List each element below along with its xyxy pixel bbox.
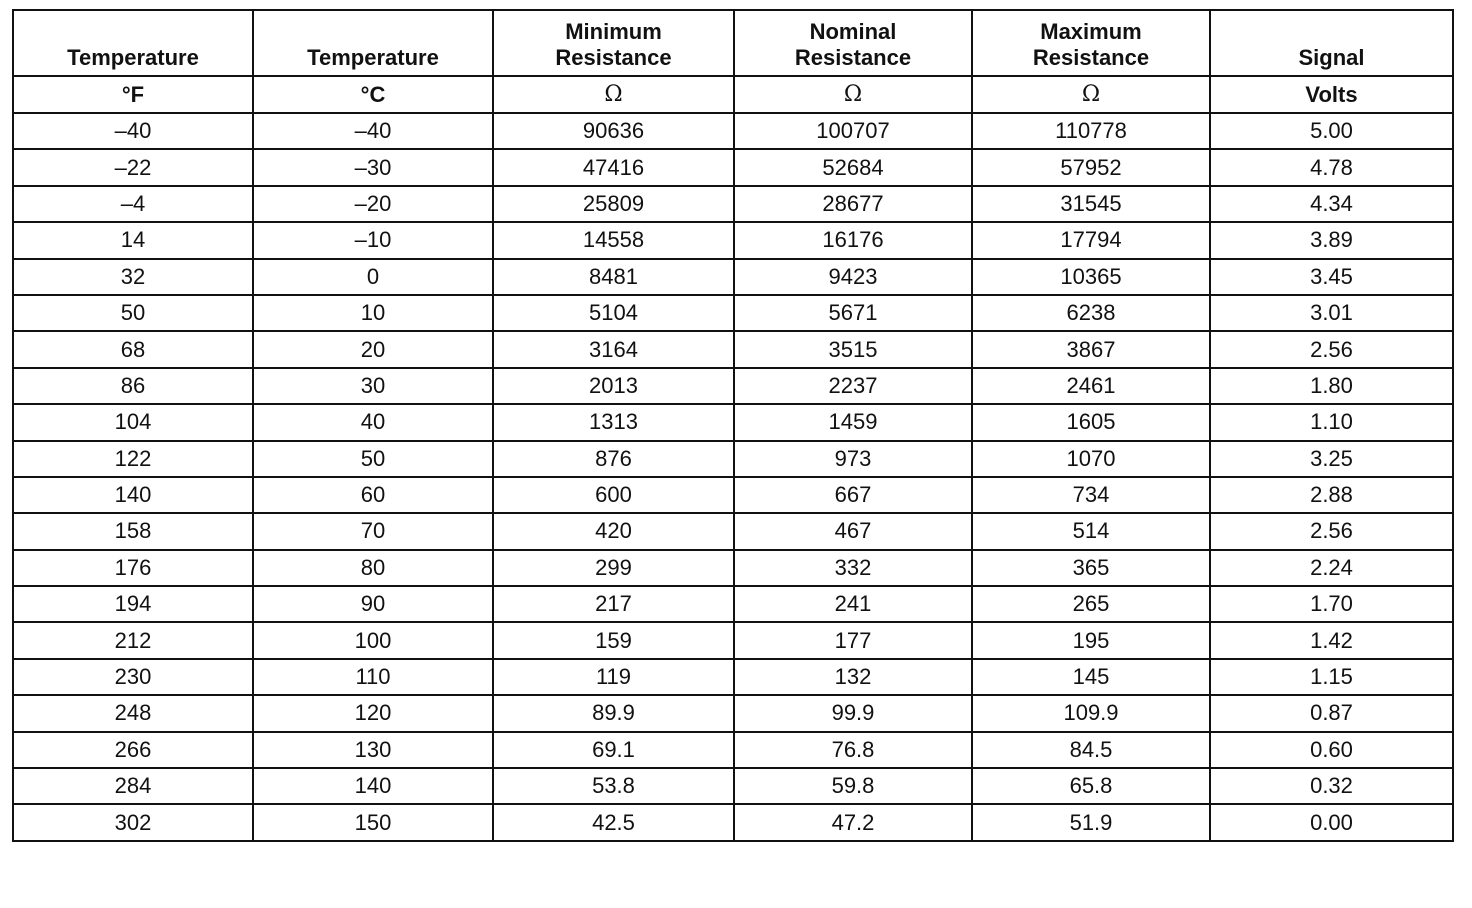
cell-temp-c: 40 bbox=[253, 404, 493, 440]
cell-temp-f: 104 bbox=[13, 404, 253, 440]
cell-temp-f: 266 bbox=[13, 732, 253, 768]
cell-temp-c: 60 bbox=[253, 477, 493, 513]
cell-max-resistance: 3867 bbox=[972, 331, 1210, 367]
table-row bbox=[13, 186, 1453, 222]
cell-nominal-resistance: 2237 bbox=[734, 368, 972, 404]
cell-temp-f: 68 bbox=[13, 331, 253, 367]
cell-max-resistance: 145 bbox=[972, 659, 1210, 695]
cell-temp-c: 90 bbox=[253, 586, 493, 622]
cell-temp-c: 100 bbox=[253, 622, 493, 658]
cell-nominal-resistance: 5671 bbox=[734, 295, 972, 331]
cell-min-resistance: 299 bbox=[493, 550, 734, 586]
table-row bbox=[13, 695, 1453, 731]
cell-temp-c: 110 bbox=[253, 659, 493, 695]
table-row bbox=[13, 113, 1453, 149]
header-line1: Nominal bbox=[809, 19, 897, 44]
cell-nominal-resistance: 241 bbox=[734, 586, 972, 622]
cell-temp-c: 0 bbox=[253, 259, 493, 295]
cell-temp-c: –10 bbox=[253, 222, 493, 258]
cell-min-resistance: 159 bbox=[493, 622, 734, 658]
unit-ohm-min: Ω bbox=[493, 76, 734, 113]
cell-nominal-resistance: 59.8 bbox=[734, 768, 972, 804]
table-row bbox=[13, 331, 1453, 367]
table-body bbox=[13, 113, 1453, 841]
table-row bbox=[13, 622, 1453, 658]
cell-min-resistance: 89.9 bbox=[493, 695, 734, 731]
cell-temp-c: 140 bbox=[253, 768, 493, 804]
cell-min-resistance: 876 bbox=[493, 441, 734, 477]
cell-max-resistance: 57952 bbox=[972, 149, 1210, 185]
cell-signal-volts: 1.42 bbox=[1210, 622, 1453, 658]
cell-temp-c: 120 bbox=[253, 695, 493, 731]
table-row bbox=[13, 222, 1453, 258]
cell-min-resistance: 2013 bbox=[493, 368, 734, 404]
cell-min-resistance: 420 bbox=[493, 513, 734, 549]
cell-temp-f: 194 bbox=[13, 586, 253, 622]
cell-max-resistance: 65.8 bbox=[972, 768, 1210, 804]
cell-nominal-resistance: 16176 bbox=[734, 222, 972, 258]
cell-min-resistance: 25809 bbox=[493, 186, 734, 222]
cell-nominal-resistance: 76.8 bbox=[734, 732, 972, 768]
cell-signal-volts: 2.24 bbox=[1210, 550, 1453, 586]
cell-temp-f: 284 bbox=[13, 768, 253, 804]
header-line2: Temperature bbox=[67, 45, 199, 70]
cell-temp-c: 150 bbox=[253, 804, 493, 840]
cell-temp-c: –20 bbox=[253, 186, 493, 222]
cell-nominal-resistance: 99.9 bbox=[734, 695, 972, 731]
cell-temp-f: 32 bbox=[13, 259, 253, 295]
resistance-table bbox=[12, 9, 1454, 842]
cell-signal-volts: 1.70 bbox=[1210, 586, 1453, 622]
cell-temp-c: –40 bbox=[253, 113, 493, 149]
cell-nominal-resistance: 132 bbox=[734, 659, 972, 695]
cell-signal-volts: 2.56 bbox=[1210, 331, 1453, 367]
cell-max-resistance: 1070 bbox=[972, 441, 1210, 477]
cell-temp-c: 20 bbox=[253, 331, 493, 367]
cell-signal-volts: 3.45 bbox=[1210, 259, 1453, 295]
cell-max-resistance: 1605 bbox=[972, 404, 1210, 440]
cell-temp-f: 230 bbox=[13, 659, 253, 695]
cell-temp-c: 130 bbox=[253, 732, 493, 768]
cell-min-resistance: 69.1 bbox=[493, 732, 734, 768]
cell-min-resistance: 5104 bbox=[493, 295, 734, 331]
cell-signal-volts: 1.10 bbox=[1210, 404, 1453, 440]
cell-signal-volts: 2.88 bbox=[1210, 477, 1453, 513]
cell-temp-f: 212 bbox=[13, 622, 253, 658]
cell-signal-volts: 3.01 bbox=[1210, 295, 1453, 331]
cell-signal-volts: 0.00 bbox=[1210, 804, 1453, 840]
cell-min-resistance: 217 bbox=[493, 586, 734, 622]
table-row bbox=[13, 768, 1453, 804]
header-minimum-resistance bbox=[493, 10, 734, 76]
cell-nominal-resistance: 1459 bbox=[734, 404, 972, 440]
header-line2: Temperature bbox=[307, 45, 439, 70]
cell-min-resistance: 14558 bbox=[493, 222, 734, 258]
cell-max-resistance: 365 bbox=[972, 550, 1210, 586]
header-maximum-resistance bbox=[972, 10, 1210, 76]
cell-max-resistance: 31545 bbox=[972, 186, 1210, 222]
cell-nominal-resistance: 973 bbox=[734, 441, 972, 477]
cell-temp-f: 86 bbox=[13, 368, 253, 404]
cell-signal-volts: 0.60 bbox=[1210, 732, 1453, 768]
cell-min-resistance: 47416 bbox=[493, 149, 734, 185]
table-row bbox=[13, 513, 1453, 549]
cell-max-resistance: 734 bbox=[972, 477, 1210, 513]
cell-nominal-resistance: 3515 bbox=[734, 331, 972, 367]
cell-temp-c: 30 bbox=[253, 368, 493, 404]
cell-temp-c: 80 bbox=[253, 550, 493, 586]
cell-signal-volts: 1.80 bbox=[1210, 368, 1453, 404]
table-row bbox=[13, 586, 1453, 622]
cell-temp-f: 14 bbox=[13, 222, 253, 258]
cell-nominal-resistance: 47.2 bbox=[734, 804, 972, 840]
cell-temp-f: –22 bbox=[13, 149, 253, 185]
unit-ohm-max: Ω bbox=[972, 76, 1210, 113]
cell-signal-volts: 4.78 bbox=[1210, 149, 1453, 185]
cell-temp-f: 158 bbox=[13, 513, 253, 549]
cell-min-resistance: 600 bbox=[493, 477, 734, 513]
unit-row bbox=[13, 76, 1453, 113]
cell-nominal-resistance: 9423 bbox=[734, 259, 972, 295]
table-row bbox=[13, 804, 1453, 840]
cell-signal-volts: 1.15 bbox=[1210, 659, 1453, 695]
cell-signal-volts: 3.25 bbox=[1210, 441, 1453, 477]
cell-temp-f: 140 bbox=[13, 477, 253, 513]
cell-max-resistance: 6238 bbox=[972, 295, 1210, 331]
cell-signal-volts: 4.34 bbox=[1210, 186, 1453, 222]
cell-temp-c: 10 bbox=[253, 295, 493, 331]
header-nominal-resistance bbox=[734, 10, 972, 76]
header-line2: Signal bbox=[1298, 45, 1365, 70]
cell-signal-volts: 0.87 bbox=[1210, 695, 1453, 731]
cell-temp-f: 302 bbox=[13, 804, 253, 840]
cell-max-resistance: 17794 bbox=[972, 222, 1210, 258]
table-row bbox=[13, 477, 1453, 513]
cell-temp-f: –4 bbox=[13, 186, 253, 222]
unit-fahrenheit: °F bbox=[13, 76, 253, 113]
cell-min-resistance: 90636 bbox=[493, 113, 734, 149]
cell-temp-f: –40 bbox=[13, 113, 253, 149]
table-row bbox=[13, 404, 1453, 440]
cell-max-resistance: 109.9 bbox=[972, 695, 1210, 731]
cell-temp-f: 248 bbox=[13, 695, 253, 731]
cell-temp-c: –30 bbox=[253, 149, 493, 185]
cell-signal-volts: 3.89 bbox=[1210, 222, 1453, 258]
cell-max-resistance: 51.9 bbox=[972, 804, 1210, 840]
table-row bbox=[13, 550, 1453, 586]
cell-min-resistance: 119 bbox=[493, 659, 734, 695]
cell-min-resistance: 8481 bbox=[493, 259, 734, 295]
cell-temp-f: 176 bbox=[13, 550, 253, 586]
header-line2: Resistance bbox=[794, 45, 912, 70]
header-line1: Maximum bbox=[1040, 19, 1142, 44]
table-row bbox=[13, 368, 1453, 404]
header-temperature-c bbox=[253, 10, 493, 76]
cell-signal-volts: 0.32 bbox=[1210, 768, 1453, 804]
cell-temp-c: 70 bbox=[253, 513, 493, 549]
cell-max-resistance: 2461 bbox=[972, 368, 1210, 404]
table-row bbox=[13, 441, 1453, 477]
table-row bbox=[13, 149, 1453, 185]
cell-temp-f: 122 bbox=[13, 441, 253, 477]
cell-nominal-resistance: 667 bbox=[734, 477, 972, 513]
cell-max-resistance: 265 bbox=[972, 586, 1210, 622]
cell-max-resistance: 514 bbox=[972, 513, 1210, 549]
cell-max-resistance: 10365 bbox=[972, 259, 1210, 295]
header-line1: Minimum bbox=[565, 19, 662, 44]
header-temperature-f bbox=[13, 10, 253, 76]
cell-signal-volts: 2.56 bbox=[1210, 513, 1453, 549]
table-row bbox=[13, 732, 1453, 768]
cell-temp-f: 50 bbox=[13, 295, 253, 331]
table-row bbox=[13, 259, 1453, 295]
table-row bbox=[13, 659, 1453, 695]
cell-nominal-resistance: 52684 bbox=[734, 149, 972, 185]
cell-nominal-resistance: 332 bbox=[734, 550, 972, 586]
cell-nominal-resistance: 28677 bbox=[734, 186, 972, 222]
cell-min-resistance: 42.5 bbox=[493, 804, 734, 840]
cell-max-resistance: 84.5 bbox=[972, 732, 1210, 768]
unit-volts: Volts bbox=[1210, 76, 1453, 113]
cell-nominal-resistance: 177 bbox=[734, 622, 972, 658]
unit-ohm-nominal: Ω bbox=[734, 76, 972, 113]
header-signal bbox=[1210, 10, 1453, 76]
cell-max-resistance: 195 bbox=[972, 622, 1210, 658]
header-line2: Resistance bbox=[555, 45, 672, 70]
cell-temp-c: 50 bbox=[253, 441, 493, 477]
header-row bbox=[13, 10, 1453, 76]
table-row bbox=[13, 295, 1453, 331]
cell-min-resistance: 3164 bbox=[493, 331, 734, 367]
cell-min-resistance: 53.8 bbox=[493, 768, 734, 804]
cell-nominal-resistance: 100707 bbox=[734, 113, 972, 149]
cell-signal-volts: 5.00 bbox=[1210, 113, 1453, 149]
table-header bbox=[13, 10, 1453, 113]
cell-max-resistance: 110778 bbox=[972, 113, 1210, 149]
cell-min-resistance: 1313 bbox=[493, 404, 734, 440]
unit-celsius: °C bbox=[253, 76, 493, 113]
header-line2: Resistance bbox=[1032, 45, 1150, 70]
cell-nominal-resistance: 467 bbox=[734, 513, 972, 549]
